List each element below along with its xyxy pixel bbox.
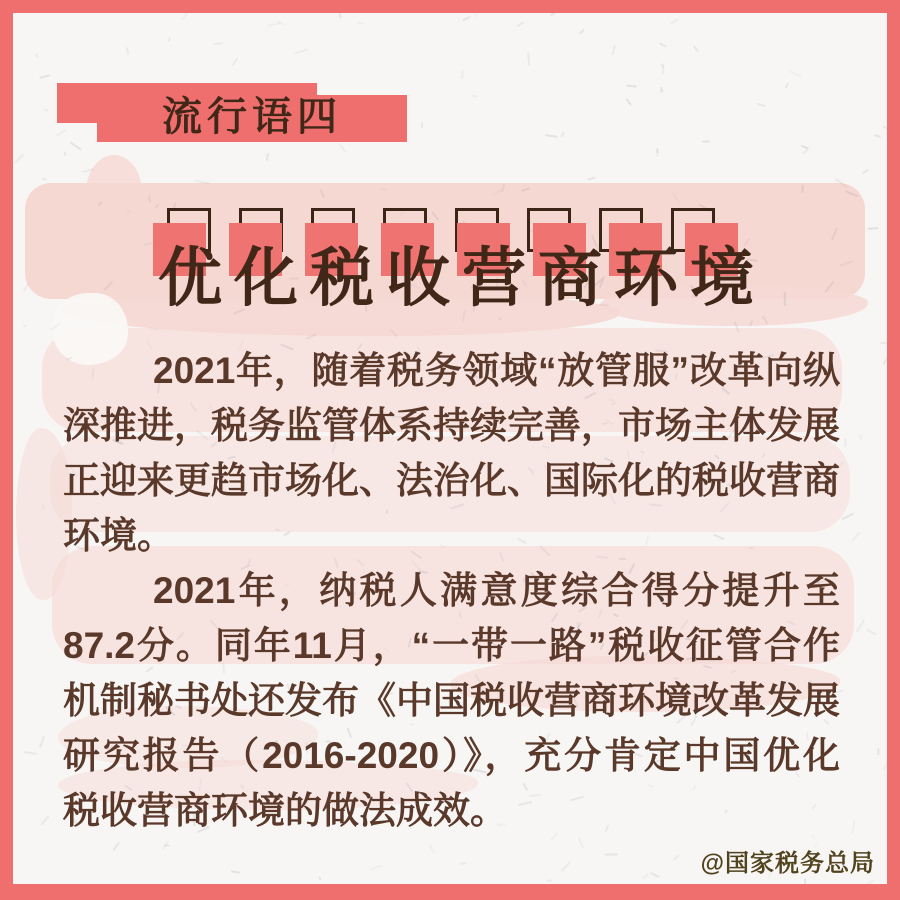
body-line: 环境。 [63, 515, 174, 556]
body-line: 研究报告（2016-2020）》，充分肯定中国优化 [63, 735, 840, 776]
title-char-block [228, 208, 304, 318]
title-char: 化 [234, 242, 298, 314]
body-line: 深推进，税务监管体系持续完善，市场主体发展 [63, 405, 840, 446]
body-line: 机制秘书处还发布《中国税收营商环境改革发展 [63, 680, 840, 721]
pink-wash-decor [86, 155, 142, 229]
title-char-block [684, 208, 760, 318]
title-char-block [532, 208, 608, 318]
headline [152, 208, 760, 318]
publisher-handle: @国家税务总局 [700, 850, 875, 877]
title-char: 营 [462, 242, 526, 314]
body-line: 87.2分。同年11月，“一带一路”税收征管合作 [63, 625, 840, 666]
title-char-block [304, 208, 380, 318]
body-line: 2021年，纳税人满意度综合得分提升至 [153, 570, 840, 611]
title-char: 优 [158, 242, 222, 314]
title-char-block [152, 208, 228, 318]
title-char: 环 [614, 242, 678, 314]
title-char: 收 [386, 242, 450, 314]
body-line: 正迎来更趋市场化、法治化、国际化的税收营商 [63, 460, 840, 501]
title-char-block [380, 208, 456, 318]
title-char: 商 [538, 242, 602, 314]
title-char: 境 [690, 242, 754, 314]
title-char-block [456, 208, 532, 318]
body-text [63, 343, 840, 838]
body-line: 税收营商环境的做法成效。 [63, 790, 507, 831]
title-char: 税 [310, 242, 374, 314]
body-line: 2021年，随着税务领域“放管服”改革向纵 [153, 350, 840, 391]
section-banner-label: 流行语四 [162, 95, 342, 139]
